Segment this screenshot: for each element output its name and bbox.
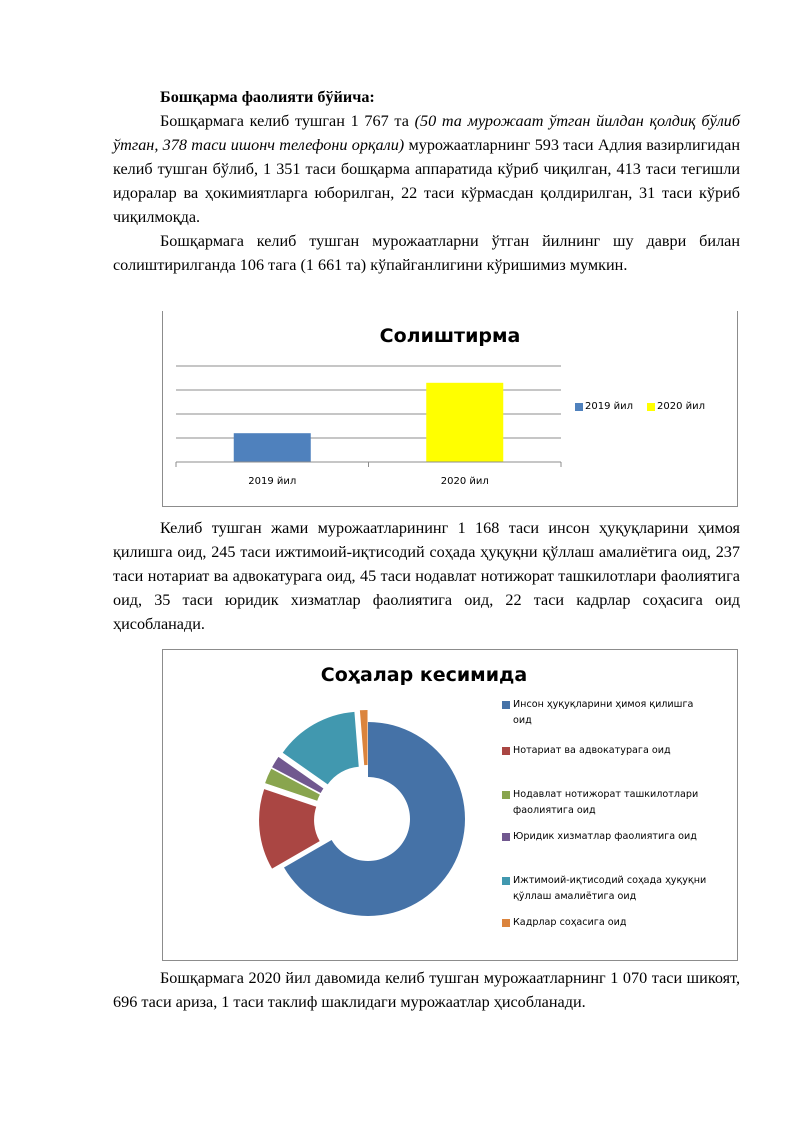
paragraph1-part1: Бошқармага келиб тушган 1 767 та [160,112,415,130]
legend-label: Нотариат ва адвокатурага оид [513,745,671,756]
sectors-donut-chart [162,649,738,961]
paragraph-3 [113,516,740,636]
paragraph1-part2: мурожаатларнинг 593 таси Адлия вазирлигидан келиб тушган бўлиб, 1 351 таси бошқарма аппаратида кўриб чиқилган, 413 таси тегишли идоралар ва ҳокимиятларга юборилган, 22 таси кўрмасдан қолдирилган, 31 таси кўриб чиқилмоқда. [113,136,740,226]
legend-swatch-2019 [575,403,583,411]
paragraph1-italic: (50 та мурожаат ўтган йилдан қолдиқ бўлиб ўтган, 378 таси ишонч телефони орқали) [113,112,740,154]
bar-2019 йил [234,433,311,462]
legend-swatch-2020 [647,403,655,411]
x-tick-label: 2020 йил [440,476,489,487]
x-tick-label: 2019 йил [248,476,297,487]
paragraph-4 [113,966,740,1014]
section-block-1 [113,85,740,229]
section-heading: Бошқарма фаолияти бўйича: [160,88,375,106]
donut-slice-6 [360,710,368,765]
paragraph-2 [113,229,740,277]
legend-item-1 [502,697,732,729]
legend-swatch [502,833,510,841]
donut-plot [163,650,493,960]
legend-item-2 [502,743,732,759]
legend-item-4 [502,829,732,845]
legend-item-2020: 2020 йил [647,401,705,412]
legend-label: Нодавлат нотижорат ташкилотлари фаолиятига оид [513,789,699,816]
legend-label: Юридик хизматлар фаолиятига оид [513,831,697,842]
comparison-bar-chart [162,311,738,507]
paragraph3-text: Келиб тушган жами мурожаатларининг 1 168 таси инсон ҳуқуқларини ҳимоя қилишга оид, 245 таси ижтимоий-иқтисодий соҳада ҳуқуқни қўллаш амалиётига оид, 237 таси нотариат ва адвокатурага оид, 45 таси нодавлат нотижорат ташкилотлари фаолиятига оид, 35 таси юридик хизматлар фаолиятига оид, 22 таси кадрлар соҳасига оид ҳисобланади. [113,519,740,633]
paragraph2-text: Бошқармага келиб тушган мурожаатларни ўтган йилнинг шу даври билан солиштирилганда 106 тага (1 661 та) кўпайганлигини кўришимиз мумкин. [113,232,740,274]
legend-swatch [502,919,510,927]
legend-item-5 [502,873,732,905]
legend-item-3 [502,787,732,819]
legend-swatch [502,701,510,709]
legend-item-6 [502,915,732,931]
donut-chart-title: Соҳалар кесимида [320,664,528,686]
legend-label: Кадрлар соҳасига оид [513,917,627,928]
bar-2020 йил [426,383,503,462]
bars [234,383,504,462]
legend-swatch [502,791,510,799]
bar-chart-legend [575,401,705,412]
paragraph4-text: Бошқармага 2020 йил давомида келиб тушган мурожаатларнинг 1 070 таси шикоят, 696 таси ариза, 1 таси таклиф шаклидаги мурожаатлар ҳисобланади. [113,969,740,1011]
bar-chart-title: Солиштирма [379,325,521,347]
legend-label: Ижтимоий-иқтисодий соҳада ҳуқуқни қўллаш амалиётига оид [513,875,707,902]
legend-label: Инсон ҳуқуқларини ҳимоя қилишга оид [513,699,694,726]
x-axis [176,462,561,487]
legend-item-2019: 2019 йил [575,401,633,412]
legend-swatch [502,877,510,885]
legend-swatch [502,747,510,755]
